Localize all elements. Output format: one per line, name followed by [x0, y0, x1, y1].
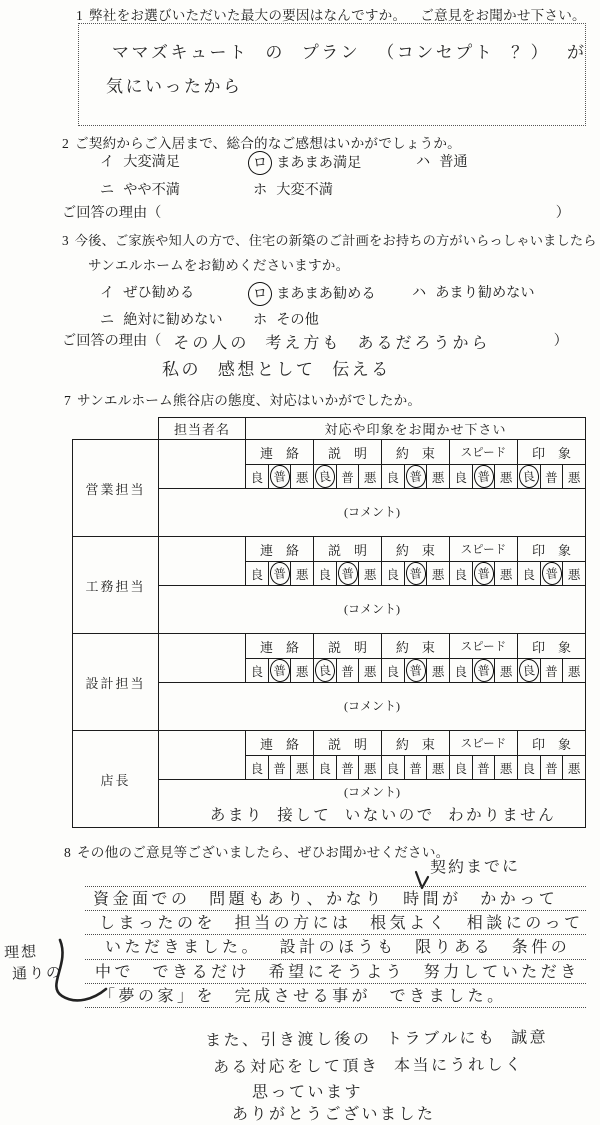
option-key: ロ	[247, 150, 273, 176]
category-cell: 印 象	[517, 634, 585, 659]
option-label: その他	[276, 312, 319, 328]
handwritten-line: 資金面での 問題もあり、かなり 時間が かかって	[85, 887, 586, 911]
scale-cell: 悪	[563, 562, 586, 586]
scale-cell: 悪	[359, 562, 382, 586]
question-3-number: 3	[62, 233, 69, 248]
scale-cell: 良	[381, 562, 404, 586]
scale-cell: 悪	[291, 659, 314, 683]
scale-cell: 悪	[495, 562, 518, 586]
comment-label: (コメント)	[344, 601, 401, 616]
option-item	[253, 309, 319, 329]
question-3	[62, 230, 597, 249]
question-7-text: サンエルホーム熊谷店の態度、対応はいかがでしたか。	[77, 393, 422, 408]
scale-cell: 悪	[563, 756, 586, 780]
scale-cell: 悪	[359, 465, 382, 489]
scale-cell: 良	[517, 659, 540, 683]
header-name: 担当者名	[159, 418, 246, 440]
option-item	[100, 282, 194, 302]
question-7-number: 7	[64, 393, 71, 408]
scale-cell: 悪	[291, 465, 314, 489]
question-8-text: その他のご意見等ございましたら、ぜひお聞かせください。	[77, 845, 450, 860]
name-cell	[159, 440, 246, 489]
name-cell	[159, 634, 246, 683]
option-item	[412, 282, 535, 302]
comment-value: あまり 接して いないので わかりません	[209, 805, 557, 824]
category-cell: 連 絡	[246, 634, 314, 659]
comment-cell	[159, 489, 586, 537]
category-cell: 説 明	[313, 731, 381, 756]
option-label: 絶対に勧めない	[123, 312, 223, 328]
option-item	[100, 179, 180, 199]
category-cell: スピード	[449, 440, 517, 465]
option-key: イ	[100, 285, 115, 301]
category-cell: 説 明	[313, 440, 381, 465]
option-key: イ	[100, 154, 115, 170]
scale-cell: 悪	[495, 756, 518, 780]
question-1	[76, 4, 586, 24]
category-cell: 連 絡	[246, 731, 314, 756]
option-label: やや不満	[123, 182, 180, 198]
scale-cell: 悪	[427, 659, 450, 683]
question-7	[64, 389, 421, 409]
handwritten-closing-line: また、引き渡し後の トラブルにも 誠意	[204, 1027, 549, 1050]
scale-cell: 悪	[427, 562, 450, 586]
category-cell: スピード	[449, 634, 517, 659]
handwritten-closing-line: ある対応をして頂き 本当にうれしく	[212, 1054, 524, 1077]
row-label: 工務担当	[73, 537, 159, 634]
scale-cell: 普	[336, 465, 359, 489]
row-label: 営業担当	[73, 440, 159, 537]
row-label: 店長	[73, 731, 159, 828]
scale-cell: 普	[404, 562, 427, 586]
reason-close: ）	[553, 333, 568, 349]
row-label: 設計担当	[73, 634, 159, 731]
scale-cell: 普	[268, 465, 291, 489]
header-rating: 対応や印象をお聞かせ下さい	[246, 418, 586, 440]
scale-cell: 普	[268, 756, 291, 780]
scale-cell: 普	[540, 659, 563, 683]
comment-label: (コメント)	[344, 784, 401, 799]
option-key: ホ	[253, 312, 268, 328]
scale-cell: 悪	[427, 756, 450, 780]
table-corner	[73, 418, 159, 440]
scale-cell: 普	[336, 659, 359, 683]
comment-cell	[159, 780, 586, 828]
scale-cell: 良	[449, 756, 472, 780]
reason-value: その人の 考え方も あるだろうから	[173, 333, 491, 352]
handwritten-line: 中で できるだけ 希望にそうよう 努力していただき	[85, 960, 586, 984]
margin-note: 通りの	[11, 963, 64, 983]
option-label: 大変不満	[276, 182, 333, 198]
reason-line-q2	[62, 202, 570, 222]
question-1-text: 弊社をお選びいただいた最大の要因はなんですか。	[89, 8, 407, 23]
category-cell: 約 束	[381, 731, 449, 756]
option-key: ホ	[253, 182, 268, 198]
ruled-answer-area	[85, 886, 586, 1008]
handwritten-line: 「夢の家」を 完成させる事が できました。	[85, 984, 586, 1008]
option-key: ニ	[100, 312, 115, 328]
scale-cell: 良	[313, 562, 336, 586]
question-1-number: 1	[76, 8, 83, 23]
category-cell: 約 束	[381, 634, 449, 659]
scale-cell: 良	[449, 465, 472, 489]
scale-cell: 良	[313, 465, 336, 489]
scale-cell: 良	[517, 562, 540, 586]
scale-cell: 良	[381, 756, 404, 780]
option-label: まあまあ勧める	[276, 286, 376, 302]
category-cell: 約 束	[381, 440, 449, 465]
option-key: ハ	[412, 285, 427, 301]
option-label: まあまあ満足	[276, 155, 362, 171]
scale-cell: 普	[540, 562, 563, 586]
scale-cell: 悪	[563, 465, 586, 489]
scale-cell: 良	[517, 465, 540, 489]
reason-close: ）	[555, 205, 570, 221]
question-2	[62, 132, 461, 152]
category-cell: スピード	[449, 537, 517, 562]
handwritten-closing-line: 思っています	[252, 1082, 364, 1101]
scale-cell: 悪	[359, 659, 382, 683]
scale-cell: 普	[472, 465, 495, 489]
margin-note: 理想	[3, 942, 39, 962]
handwritten-line: いただきました。 設計のほうも 限りある 条件の	[85, 935, 586, 959]
name-cell	[159, 537, 246, 586]
scale-cell: 良	[246, 659, 269, 683]
handwritten-answer-line: ママズキュート の プラン （コンセプト ？） が	[112, 43, 587, 63]
scale-cell: 普	[472, 659, 495, 683]
handwritten-closing-line: ありがとうございました	[232, 1104, 436, 1123]
scale-cell: 良	[449, 659, 472, 683]
name-cell	[159, 731, 246, 780]
option-item	[100, 309, 223, 329]
scale-cell: 普	[404, 756, 427, 780]
question-8-number: 8	[64, 845, 71, 860]
option-key: ハ	[416, 154, 431, 170]
category-cell: 説 明	[313, 634, 381, 659]
category-cell: 連 絡	[246, 440, 314, 465]
scale-cell: 普	[472, 756, 495, 780]
scale-cell: 普	[268, 659, 291, 683]
scale-cell: 良	[246, 465, 269, 489]
scale-cell: 悪	[495, 659, 518, 683]
scale-cell: 悪	[359, 756, 382, 780]
question-2-number: 2	[62, 136, 69, 151]
scale-cell: 普	[404, 659, 427, 683]
scale-cell: 普	[404, 465, 427, 489]
reason-label: ご回答の理由（	[62, 333, 162, 349]
reason-line-q3	[62, 330, 568, 353]
scale-cell: 悪	[427, 465, 450, 489]
category-cell: 印 象	[517, 537, 585, 562]
scale-cell: 普	[336, 756, 359, 780]
handwritten-line: しまったのを 担当の方には 根気よく 相談にのって	[85, 911, 586, 935]
handwritten-annotation: 契約までに	[429, 856, 521, 877]
scale-cell: 普	[268, 562, 291, 586]
scale-cell: 良	[313, 659, 336, 683]
reason-label: ご回答の理由（	[62, 205, 162, 221]
scale-cell: 普	[540, 756, 563, 780]
comment-label: (コメント)	[344, 698, 401, 713]
question-2-text: ご契約からご入居まで、総合的なご感想はいかがでしょうか。	[75, 136, 461, 151]
scale-cell: 良	[517, 756, 540, 780]
comment-cell	[159, 586, 586, 634]
scale-cell: 良	[313, 756, 336, 780]
option-item	[253, 151, 361, 175]
option-item	[253, 179, 333, 199]
comment-cell	[159, 683, 586, 731]
option-label: あまり勧めない	[435, 285, 535, 301]
scale-cell: 悪	[291, 562, 314, 586]
rating-table	[72, 417, 586, 828]
category-cell: スピード	[449, 731, 517, 756]
option-label: 大変満足	[123, 154, 180, 170]
option-item	[416, 151, 468, 171]
option-key: ニ	[100, 182, 115, 198]
scale-cell: 普	[472, 562, 495, 586]
handwritten-answer-line: 気にいったから	[106, 77, 243, 97]
option-label: 普通	[439, 154, 468, 170]
category-cell: 説 明	[313, 537, 381, 562]
scale-cell: 良	[381, 659, 404, 683]
category-cell: 連 絡	[246, 537, 314, 562]
scale-cell: 普	[336, 562, 359, 586]
option-key: ロ	[247, 281, 273, 307]
swoosh-arrow-icon	[36, 938, 112, 1012]
scale-cell: 良	[246, 562, 269, 586]
question-1-text2: ご意見をお聞かせ下さい。	[420, 8, 586, 23]
question-3-text-line2: サンエルホームをお勧めくださいますか。	[88, 258, 350, 273]
question-3-text-line1: 今後、ご家族や知人の方で、住宅の新築のご計画をお持ちの方がいらっしゃいましたら	[74, 233, 597, 248]
question-8	[64, 841, 449, 861]
category-cell: 印 象	[517, 731, 585, 756]
scale-cell: 良	[246, 756, 269, 780]
scale-cell: 良	[381, 465, 404, 489]
scale-cell: 悪	[563, 659, 586, 683]
scale-cell: 良	[449, 562, 472, 586]
scale-cell: 普	[540, 465, 563, 489]
category-cell: 印 象	[517, 440, 585, 465]
handwritten-note: 私の 感想として 伝える	[162, 360, 391, 380]
option-label: ぜひ勧める	[123, 285, 195, 301]
comment-label: (コメント)	[344, 504, 401, 519]
scale-cell: 悪	[495, 465, 518, 489]
option-item	[253, 282, 376, 306]
category-cell: 約 束	[381, 537, 449, 562]
option-item	[100, 151, 180, 171]
scale-cell: 悪	[291, 756, 314, 780]
